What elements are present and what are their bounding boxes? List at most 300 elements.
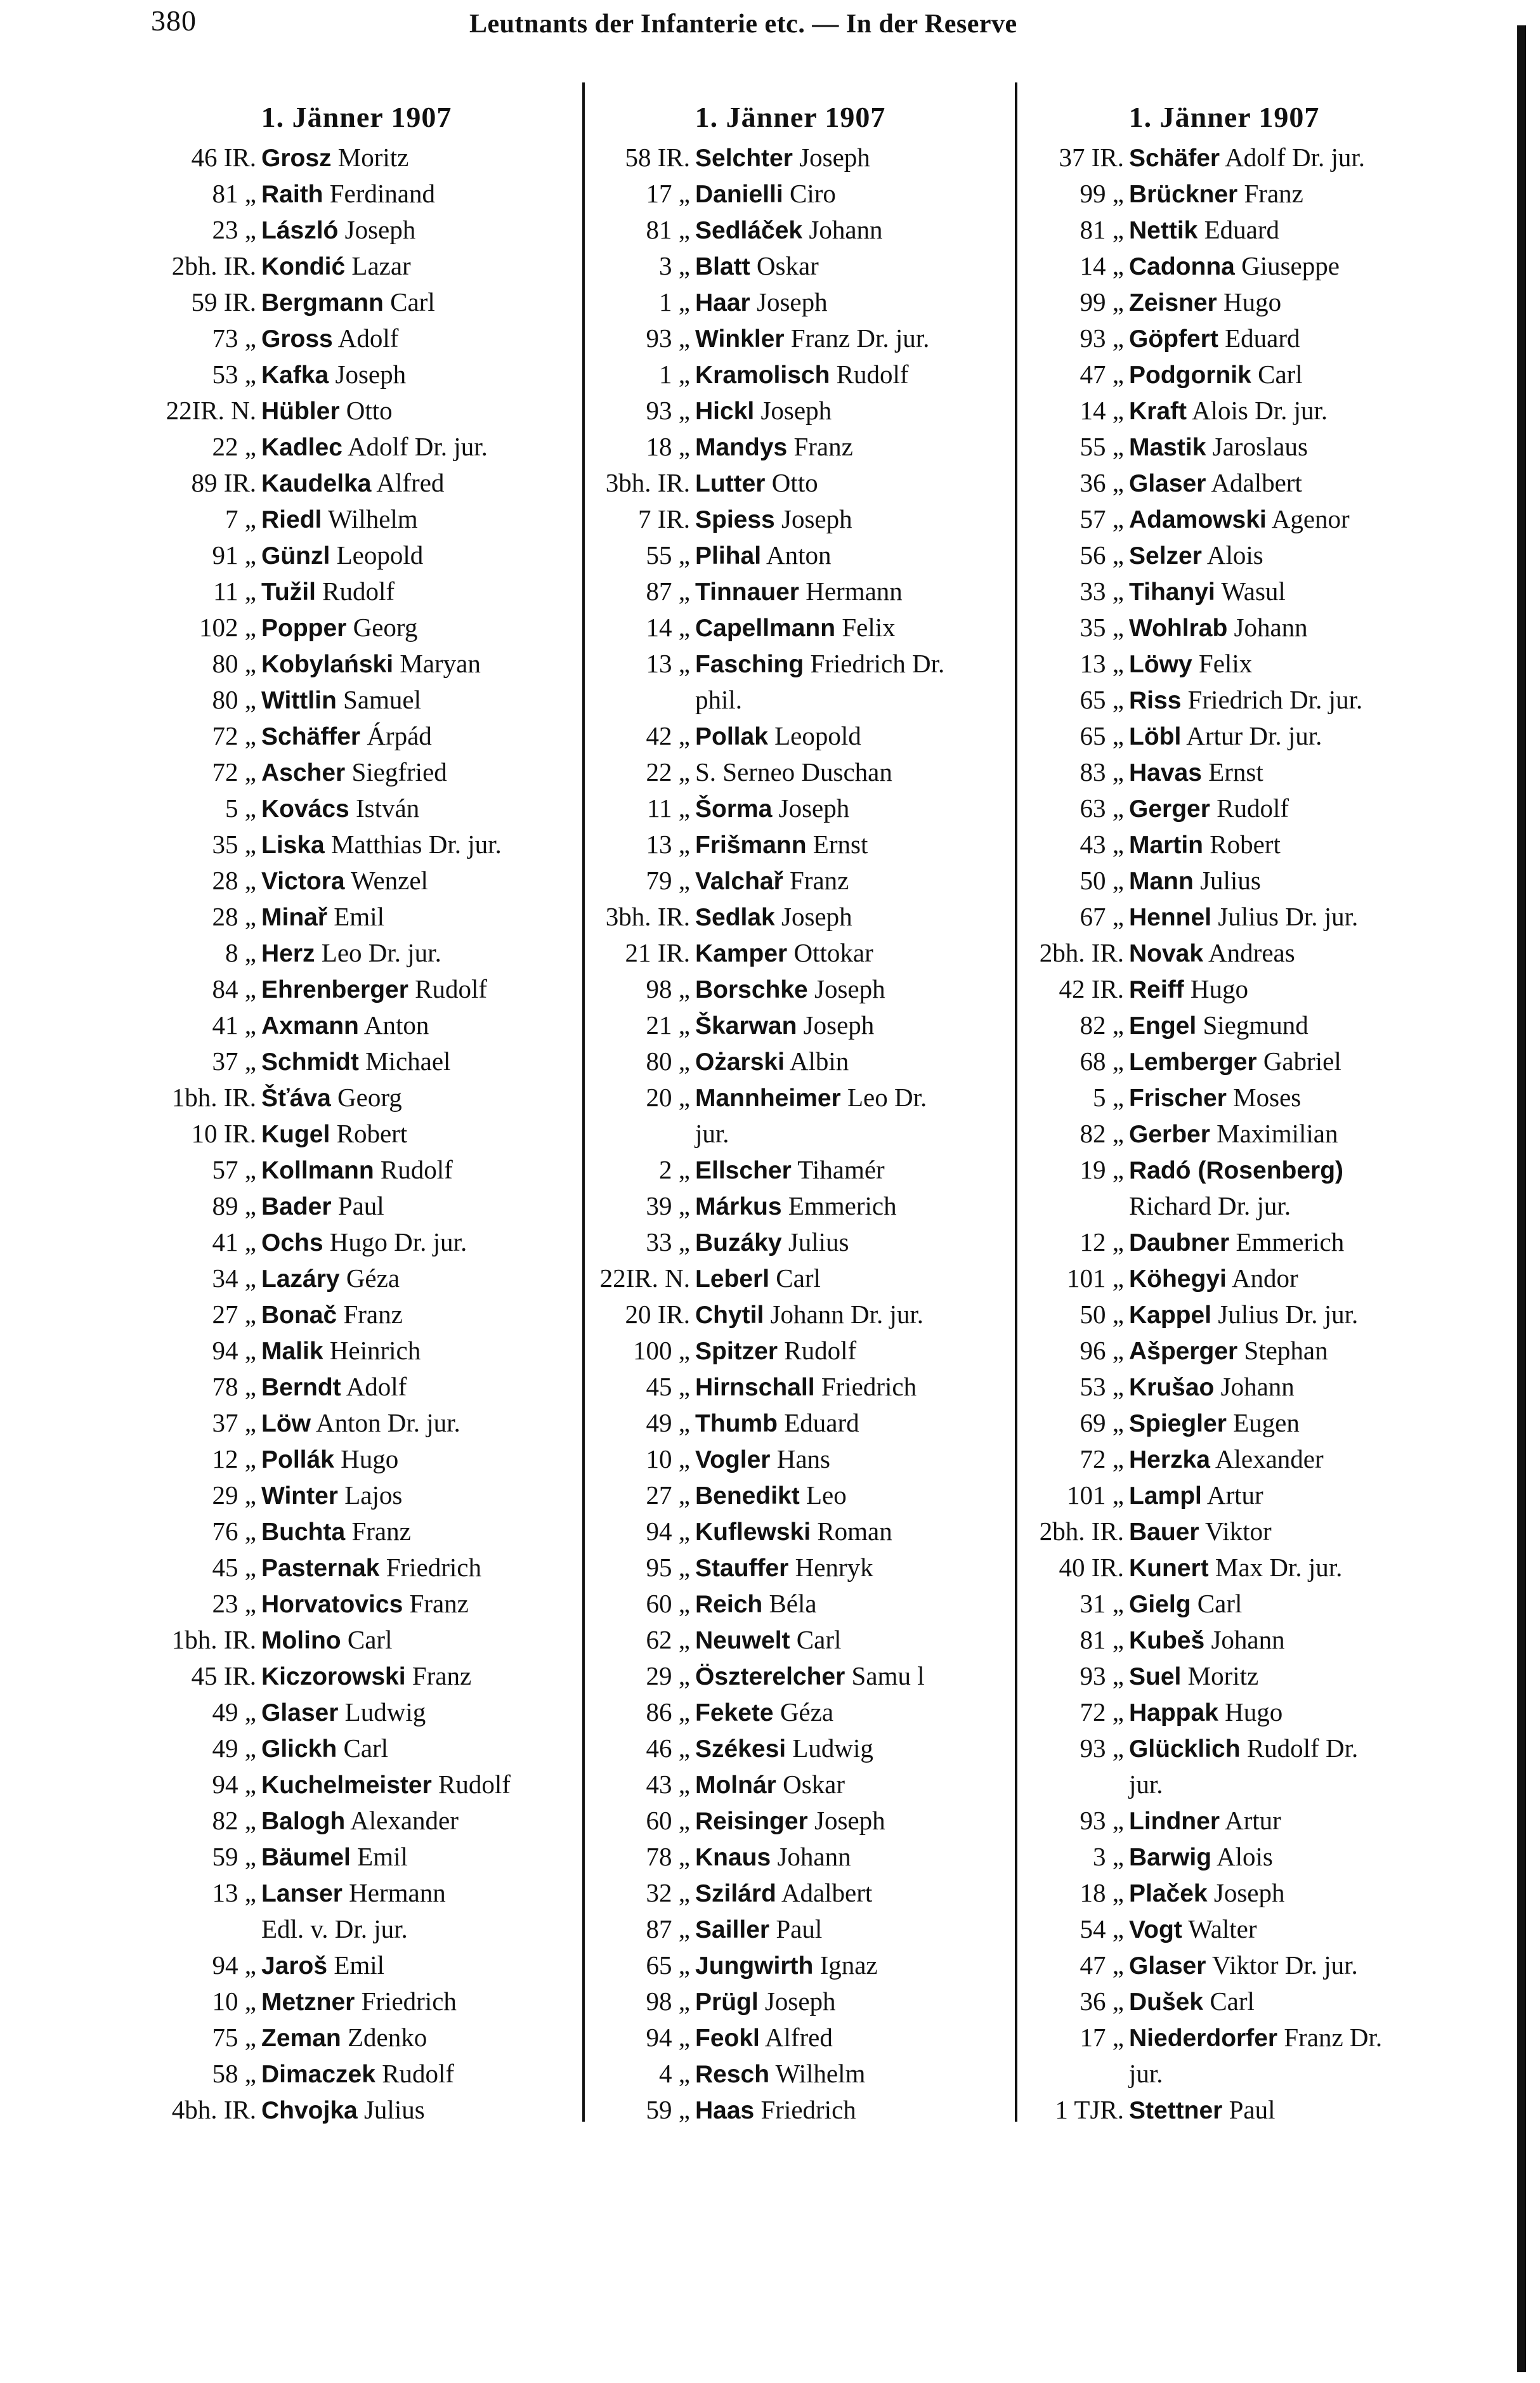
list-item: [581, 1911, 1000, 1947]
list-item: [581, 284, 1000, 320]
surname: Axmann: [261, 1012, 359, 1040]
regiment-number: 72 „: [212, 721, 256, 750]
surname: Márkus: [695, 1193, 782, 1220]
surname: Nettik: [1129, 217, 1198, 244]
list-item: [147, 1333, 566, 1369]
regiment-number: 21 IR.: [625, 938, 690, 967]
regiment-number: 45 „: [212, 1553, 256, 1582]
officer-name: [695, 1296, 1000, 1333]
regiment-number: 43 „: [646, 1770, 690, 1799]
surname: Kunert: [1129, 1555, 1209, 1582]
given-name: Franz: [405, 1661, 472, 1690]
surname: Gerger: [1129, 795, 1210, 823]
officer-name: [695, 501, 1000, 538]
regiment-number: 23 „: [212, 215, 256, 244]
surname: Székesi: [695, 1735, 786, 1763]
surname: Cadonna: [1129, 253, 1235, 280]
regiment-number: 53 „: [212, 360, 256, 389]
list-item: [1015, 284, 1433, 320]
surname: Molnár: [695, 1772, 776, 1799]
list-item: [147, 1658, 566, 1694]
given-name: Franz Dr.: [1277, 2023, 1383, 2052]
officer-name: [695, 1550, 1000, 1586]
regiment-number: 94 „: [646, 1517, 690, 1546]
given-name: Joseph: [338, 215, 416, 244]
regiment-number: 10 „: [646, 1444, 690, 1473]
regiment-number: 55 „: [1080, 432, 1124, 461]
list-item: [147, 1550, 566, 1586]
list-item: [1015, 2056, 1433, 2092]
list-item: [147, 863, 566, 899]
list-item: [1015, 573, 1433, 610]
list-item: [1015, 537, 1433, 573]
surname: Kramolisch: [695, 362, 830, 389]
list-item: [581, 1116, 1000, 1152]
given-name: Emil: [327, 1950, 385, 1980]
regiment-number: 42 „: [646, 721, 690, 750]
officer-name: [261, 863, 566, 899]
regiment-number: 75 „: [212, 2023, 256, 2052]
officer-name: [1129, 971, 1433, 1008]
given-name: Oskar: [750, 251, 819, 280]
officer-name: [1129, 1586, 1433, 1622]
officer-name: [261, 1080, 566, 1116]
given-name: Andreas: [1203, 938, 1295, 967]
given-name: Joseph: [774, 902, 852, 931]
column-3: [1015, 95, 1433, 2128]
regiment-number: 28 „: [212, 866, 256, 895]
surname: Daubner: [1129, 1229, 1230, 1257]
given-name: Wenzel: [344, 866, 428, 895]
given-name: Otto: [339, 396, 393, 425]
list-item: [147, 1188, 566, 1224]
surname: Spitzer: [695, 1338, 778, 1365]
regiment-number: 14 „: [646, 613, 690, 642]
officer-name: [261, 1766, 566, 1803]
entry-list: [1015, 140, 1433, 2128]
regiment-number: 57 „: [212, 1155, 256, 1184]
list-item: [147, 212, 566, 248]
given-name: Leo Dr. jur.: [315, 938, 441, 967]
surname: Lazáry: [261, 1265, 340, 1293]
given-name: Adolf: [341, 1372, 407, 1401]
surname: Havas: [1129, 759, 1202, 787]
officer-name: [1129, 790, 1433, 827]
regiment-number: 81 „: [646, 215, 690, 244]
surname: Jaroš: [261, 1952, 328, 1980]
officer-name: [1129, 1839, 1433, 1876]
officer-name: [1129, 1116, 1433, 1152]
list-item: [1015, 1116, 1433, 1152]
surname: Benedikt: [695, 1482, 800, 1510]
regiment-number: 81 „: [1080, 1625, 1124, 1654]
given-name: Julius: [781, 1227, 849, 1257]
surname: Lutter: [695, 470, 766, 497]
regiment-number: 93 „: [1080, 1733, 1124, 1763]
list-item: [1015, 1694, 1433, 1730]
given-name: Joseph: [750, 287, 828, 317]
surname: Niederdorfer: [1129, 2025, 1278, 2052]
surname: Kuflewski: [695, 1518, 811, 1546]
surname: Sedláček: [695, 217, 803, 244]
regiment-number: 80 „: [212, 685, 256, 714]
surname: Vogler: [695, 1446, 771, 1473]
officer-name: [695, 1730, 1000, 1767]
regiment-number: 49 „: [212, 1733, 256, 1763]
list-item: [1015, 1369, 1433, 1405]
officer-name: [261, 1333, 566, 1369]
regiment-number: 45 IR.: [191, 1661, 256, 1690]
officer-name: [1129, 573, 1433, 610]
surname: Zeisner: [1129, 289, 1217, 317]
officer-name: [261, 1043, 566, 1080]
officer-name: [261, 1441, 566, 1478]
officer-name: [1129, 754, 1433, 791]
list-item: [1015, 1188, 1433, 1224]
given-name: Rudolf: [374, 1155, 453, 1184]
surname: Ašperger: [1129, 1338, 1238, 1365]
list-item: [581, 1875, 1000, 1911]
given-name: Ottokar: [787, 938, 873, 967]
list-item: [581, 248, 1000, 284]
given-name: Otto: [765, 468, 818, 497]
surname: Balogh: [261, 1808, 346, 1835]
list-item: [147, 1405, 566, 1441]
officer-name: [695, 1152, 1000, 1189]
regiment-number: 83 „: [1080, 757, 1124, 787]
regiment-number: 101 „: [1067, 1263, 1124, 1293]
regiment-number: 49 „: [212, 1697, 256, 1727]
regiment-number: 29 „: [646, 1661, 690, 1690]
officer-name: [261, 754, 566, 791]
regiment-number: 33 „: [646, 1227, 690, 1257]
given-name: Adalbert: [1206, 468, 1302, 497]
given-name: Rudolf: [375, 2059, 455, 2088]
list-item: [147, 826, 566, 863]
regiment-number: 39 „: [646, 1191, 690, 1220]
surname: Novak: [1129, 940, 1204, 967]
regiment-number: 63 „: [1080, 793, 1124, 823]
surname: Kappel: [1129, 1302, 1212, 1329]
list-item: [147, 1766, 566, 1803]
surname: Chvojka: [261, 2097, 358, 2124]
list-item: [1015, 682, 1433, 718]
given-name: Alfred: [371, 468, 445, 497]
surname: Mandys: [695, 434, 788, 461]
given-name: Joseph: [772, 793, 850, 823]
given-name: Walter: [1182, 1914, 1257, 1943]
regiment-number: 81 „: [212, 179, 256, 208]
officer-name: [1129, 610, 1433, 646]
given-name: Wilhelm: [322, 504, 418, 533]
surname: Bergmann: [261, 289, 384, 317]
officer-name: [261, 1983, 566, 2020]
regiment-number: 87 „: [646, 1914, 690, 1943]
regiment-number: 5 „: [225, 793, 256, 823]
given-name: S. Serneo Duschan: [695, 757, 892, 787]
regiment-number: 47 „: [1080, 1950, 1124, 1980]
surname: Bader: [261, 1193, 332, 1220]
officer-name: [695, 573, 1000, 610]
given-name: Max Dr. jur.: [1208, 1553, 1343, 1582]
regiment-number: 93 „: [1080, 1806, 1124, 1835]
column-date: 1. Jänner 1907: [261, 101, 452, 133]
regiment-number: 93 „: [1080, 323, 1124, 353]
given-name: Alfred: [759, 2023, 833, 2052]
regiment-number: 57 „: [1080, 504, 1124, 533]
regiment-number: 37 IR.: [1059, 143, 1124, 172]
officer-name: [695, 320, 1000, 357]
regiment-number: 58 „: [212, 2059, 256, 2088]
given-name: Felix: [1192, 649, 1253, 678]
given-name: Jaroslaus: [1206, 432, 1308, 461]
given-name: Artur Dr. jur.: [1181, 721, 1322, 750]
given-name: Ludwig: [786, 1733, 873, 1763]
given-name: Leopold: [767, 721, 861, 750]
list-item: [1015, 393, 1433, 429]
surname: Kubeš: [1129, 1627, 1205, 1654]
list-item: [1015, 2020, 1433, 2056]
list-item: [581, 537, 1000, 573]
regiment-number: 12 „: [212, 1444, 256, 1473]
regiment-number: 18 „: [646, 432, 690, 461]
given-name: Ignaz: [813, 1950, 878, 1980]
regiment-number: 89 „: [212, 1191, 256, 1220]
surname: Hennel: [1129, 904, 1212, 931]
list-item: [581, 1369, 1000, 1405]
surname: Plihal: [695, 542, 762, 570]
surname: Jungwirth: [695, 1952, 814, 1980]
given-name: Friedrich: [814, 1372, 917, 1401]
officer-name: [695, 1369, 1000, 1406]
list-item: [1015, 899, 1433, 935]
surname: Popper: [261, 615, 347, 642]
officer-name: [695, 140, 1000, 176]
officer-name: [695, 1622, 1000, 1659]
surname: Leberl: [695, 1265, 770, 1293]
regiment-number: 10 IR.: [191, 1119, 256, 1148]
given-name: Géza: [339, 1263, 400, 1293]
surname: Grosz: [261, 145, 332, 172]
officer-name: [695, 537, 1000, 574]
regiment-number: 4 „: [659, 2059, 690, 2088]
regiment-number: 94 „: [212, 1336, 256, 1365]
list-item: [1015, 2092, 1433, 2128]
officer-name: [1129, 1333, 1433, 1369]
regiment-number: 8 „: [225, 938, 256, 967]
given-name: Joseph: [792, 143, 870, 172]
officer-name: [695, 1043, 1000, 1080]
regiment-number: 2 „: [659, 1155, 690, 1184]
given-name: Eduard: [1197, 215, 1280, 244]
officer-name: [695, 718, 1000, 755]
regiment-number: 14 „: [1080, 251, 1124, 280]
surname: Pollák: [261, 1446, 334, 1473]
list-item: [1015, 1658, 1433, 1694]
list-item: [147, 1803, 566, 1839]
surname: Buzáky: [695, 1229, 782, 1257]
given-name: Rudolf: [1210, 793, 1289, 823]
officer-name: [695, 863, 1000, 899]
given-name: Emil: [327, 902, 384, 931]
officer-name: [261, 1477, 566, 1514]
given-name: Franz: [1237, 179, 1303, 208]
list-item: [147, 537, 566, 573]
officer-name: [1129, 1260, 1433, 1297]
regiment-number: 41 „: [212, 1227, 256, 1257]
officer-name: [695, 212, 1000, 249]
officer-name: [261, 899, 566, 936]
regiment-number: 17 „: [646, 179, 690, 208]
given-name: Johann: [802, 215, 883, 244]
regiment-number: 1bh. IR.: [171, 1083, 256, 1112]
surname: Ellscher: [695, 1157, 792, 1184]
given-name: Hugo: [1217, 287, 1282, 317]
given-name: Julius: [357, 2095, 425, 2124]
regiment-number: 100 „: [633, 1336, 690, 1365]
list-item: [147, 1296, 566, 1333]
list-item: [147, 1875, 566, 1911]
list-item: [581, 1694, 1000, 1730]
list-item: [147, 1260, 566, 1296]
regiment-number: 3 „: [659, 251, 690, 280]
regiment-number: 50 „: [1080, 1300, 1124, 1329]
regiment-number: 99 „: [1080, 287, 1124, 317]
given-name: Béla: [762, 1589, 817, 1618]
given-name: Georg: [346, 613, 418, 642]
column-date: 1. Jänner 1907: [695, 101, 886, 133]
list-item: [1015, 790, 1433, 826]
given-name: Leopold: [330, 540, 424, 570]
officer-name: [695, 935, 1000, 972]
list-item: [1015, 1405, 1433, 1441]
list-item: [1015, 1875, 1433, 1911]
list-item: [1015, 1766, 1433, 1803]
given-name: Lazar: [345, 251, 411, 280]
given-name: Maximilian: [1210, 1119, 1338, 1148]
regiment-number: 23 „: [212, 1589, 256, 1618]
officer-name: [1129, 2056, 1433, 2092]
list-item: [147, 1622, 566, 1658]
surname: Glücklich: [1129, 1735, 1241, 1763]
given-name: Franz: [787, 432, 853, 461]
list-item: [581, 1441, 1000, 1477]
list-item: [147, 935, 566, 971]
given-name: Carl: [1191, 1589, 1243, 1618]
list-item: [1015, 320, 1433, 356]
surname: Kobylański: [261, 651, 394, 678]
regiment-number: 32 „: [646, 1878, 690, 1907]
given-name: Friedrich: [754, 2095, 856, 2124]
surname: Haar: [695, 289, 750, 317]
given-name: Paul: [769, 1914, 823, 1943]
officer-name: [261, 1188, 566, 1225]
officer-name: [261, 1622, 566, 1659]
given-name: Moritz: [1181, 1661, 1259, 1690]
list-item: [581, 1007, 1000, 1043]
regiment-number: 94 „: [646, 2023, 690, 2052]
officer-name: [261, 1730, 566, 1767]
regiment-number: 91 „: [212, 540, 256, 570]
surname: Raith: [261, 181, 323, 208]
list-item: [1015, 1007, 1433, 1043]
officer-name: [261, 1803, 566, 1839]
surname: Metzner: [261, 1988, 355, 2016]
given-name: Joseph: [329, 360, 407, 389]
running-head: Leutnants der Infanterie etc. — In der Reserve: [469, 10, 1017, 39]
given-name: Franz: [337, 1300, 403, 1329]
officer-name: [261, 1550, 566, 1586]
surname: Šorma: [695, 795, 773, 823]
list-item: [147, 1116, 566, 1152]
regiment-number: 49 „: [646, 1408, 690, 1437]
regiment-number: 102 „: [199, 613, 256, 642]
officer-name: [261, 1405, 566, 1442]
officer-name: [261, 501, 566, 538]
officer-name: [695, 1513, 1000, 1550]
officer-name: [695, 646, 1000, 682]
given-name: Hermann: [342, 1878, 446, 1907]
surname: Tihanyi: [1129, 578, 1215, 606]
list-item: [147, 610, 566, 646]
given-name: Robert: [330, 1119, 408, 1148]
list-item: [1015, 1947, 1433, 1983]
surname: Mannheimer: [695, 1085, 841, 1112]
surname: Martin: [1129, 832, 1203, 859]
list-item: [581, 1983, 1000, 2020]
surname: Podgornik: [1129, 362, 1251, 389]
list-item: [147, 1224, 566, 1260]
given-name: Emmerich: [1229, 1227, 1345, 1257]
regiment-number: 94 „: [212, 1770, 256, 1799]
regiment-number: 72 „: [212, 757, 256, 787]
surname: Šťáva: [261, 1085, 331, 1112]
regiment-number: 1 „: [659, 360, 690, 389]
regiment-number: 69 „: [1080, 1408, 1124, 1437]
given-name: Oskar: [776, 1770, 845, 1799]
surname: Reiff: [1129, 976, 1184, 1003]
surname: Frischer: [1129, 1085, 1227, 1112]
given-name: Johann: [1204, 1625, 1285, 1654]
surname: Lindner: [1129, 1808, 1220, 1835]
list-item: [581, 610, 1000, 646]
regiment-number: 72 „: [1080, 1444, 1124, 1473]
officer-name: [1129, 1947, 1433, 1984]
officer-name: [261, 212, 566, 249]
officer-name: [261, 682, 566, 719]
list-item: [147, 356, 566, 393]
surname: Lampl: [1129, 1482, 1202, 1510]
officer-name: [261, 429, 566, 466]
list-item: [147, 1441, 566, 1477]
officer-name: [261, 1839, 566, 1876]
given-name: Leo Dr.: [840, 1083, 927, 1112]
officer-name: [1129, 1694, 1433, 1731]
surname: Brückner: [1129, 181, 1238, 208]
officer-name: [695, 1694, 1000, 1731]
surname: Radó (Rosenberg): [1129, 1157, 1344, 1184]
given-name: Hugo: [334, 1444, 399, 1473]
regiment-number: 95 „: [646, 1553, 690, 1582]
surname: Kugel: [261, 1121, 330, 1148]
list-item: [581, 429, 1000, 465]
list-item: [1015, 429, 1433, 465]
surname: Škarwan: [695, 1012, 797, 1040]
officer-name: [695, 682, 1000, 719]
given-name: Johann Dr. jur.: [764, 1300, 924, 1329]
surname: Bäumel: [261, 1844, 351, 1871]
officer-name: [1129, 176, 1433, 212]
